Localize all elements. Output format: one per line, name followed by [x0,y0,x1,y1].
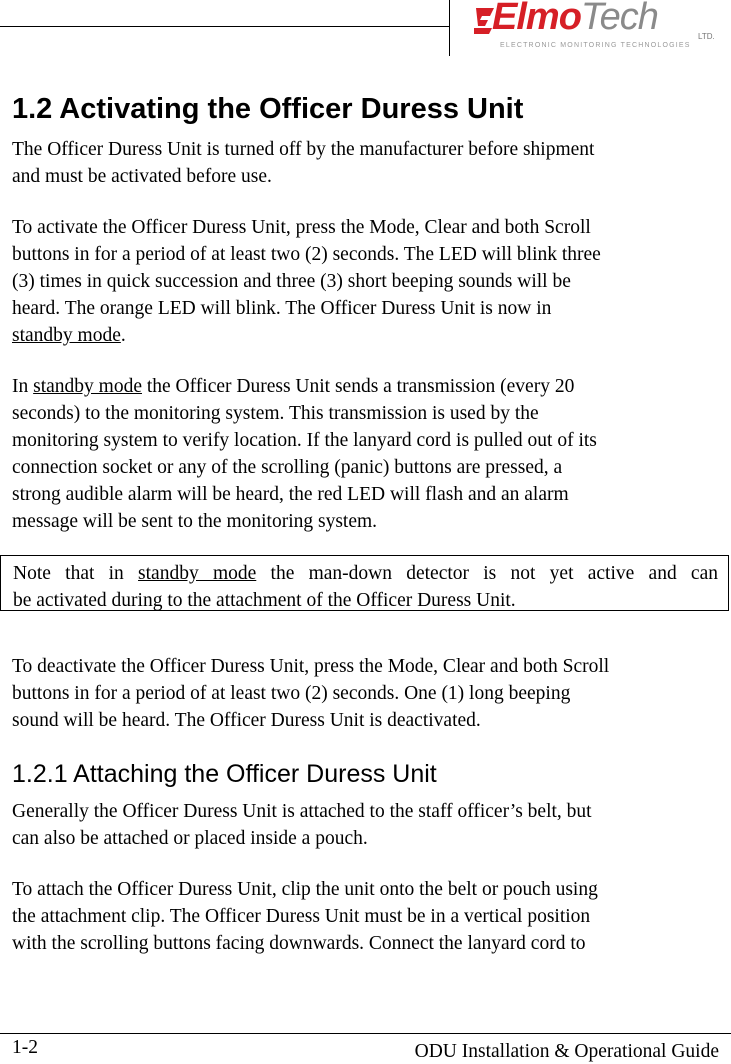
paragraph-standby [12,373,724,535]
page-number: 1-2 [12,1037,38,1058]
text-line: buttons in for a period of at least two (2) seconds. One (1) long beeping [12,683,571,704]
paragraph-activate [12,214,724,349]
text-line: strong audible alarm will be heard, the red LED will flash and an alarm [12,484,569,505]
text-line: Note that in standby mode the man-down detector is not yet active and can [13,563,718,584]
note-box [0,555,729,611]
text-line: In standby mode the Officer Duress Unit sends a transmission (every 20 [12,376,575,397]
text-line: The Officer Duress Unit is turned off by the manufacturer before shipment [12,139,595,160]
standby-mode-link: standby mode [33,376,142,397]
text-line: To attach the Officer Duress Unit, clip the unit onto the belt or pouch using [12,879,598,900]
logo-tagline: ELECTRONIC MONITORING TECHNOLOGIES [500,42,691,49]
paragraph-deactivate [12,653,724,734]
footer-rule [0,1033,731,1034]
text-line: monitoring system to verify location. If the lanyard cord is pulled out of its [12,430,597,451]
text-line: with the scrolling buttons facing downwards. Connect the lanyard cord to [12,933,586,954]
text-line: connection socket or any of the scrolling (panic) buttons are pressed, a [12,457,563,478]
text-line: heard. The orange LED will blink. The Officer Duress Unit is now in [12,298,552,319]
text-line: (3) times in quick succession and three (3) short beeping sounds will be [12,271,571,292]
logo-ltd: LTD. [698,32,715,41]
logo-thin-text: Tech [580,0,658,38]
text-line: To activate the Officer Duress Unit, press the Mode, Clear and both Scroll [12,217,591,238]
paragraph-attach-steps [12,876,724,957]
text-line: seconds) to the monitoring system. This transmission is used by the [12,403,539,424]
section-title: 1.2 Activating the Officer Duress Unit [12,93,524,125]
text-line: be activated during to the attachment of the Officer Duress Unit. [13,590,516,611]
paragraph-intro [12,136,724,190]
text-line: and must be activated before use. [12,166,272,187]
text-line: Generally the Officer Duress Unit is attached to the staff officer’s belt, but [12,801,592,822]
logo-bold-text: Elmo [492,0,581,38]
logo-wordmark [492,0,658,39]
header-divider [449,0,450,56]
text-line: buttons in for a period of at least two (2) seconds. The LED will blink three [12,244,601,265]
text-line: the attachment clip. The Officer Duress Unit must be in a vertical position [12,906,591,927]
text-line: message will be sent to the monitoring system. [12,511,378,532]
document-title: ODU Installation & Operational Guide [414,1041,719,1062]
text-line: To deactivate the Officer Duress Unit, press the Mode, Clear and both Scroll [12,656,610,677]
paragraph-attach-intro [12,798,724,852]
text-line: sound will be heard. The Officer Duress Unit is deactivated. [12,710,481,731]
text-line: can also be attached or placed inside a pouch. [12,828,368,849]
standby-mode-link: standby mode [138,563,257,584]
text-line: standby mode. [12,325,126,346]
subsection-title: 1.2.1 Attaching the Officer Duress Unit [12,760,437,788]
elmotech-logo [470,2,722,54]
standby-mode-link: standby mode [12,325,121,346]
note-text [13,560,718,614]
header-rule [0,26,449,27]
